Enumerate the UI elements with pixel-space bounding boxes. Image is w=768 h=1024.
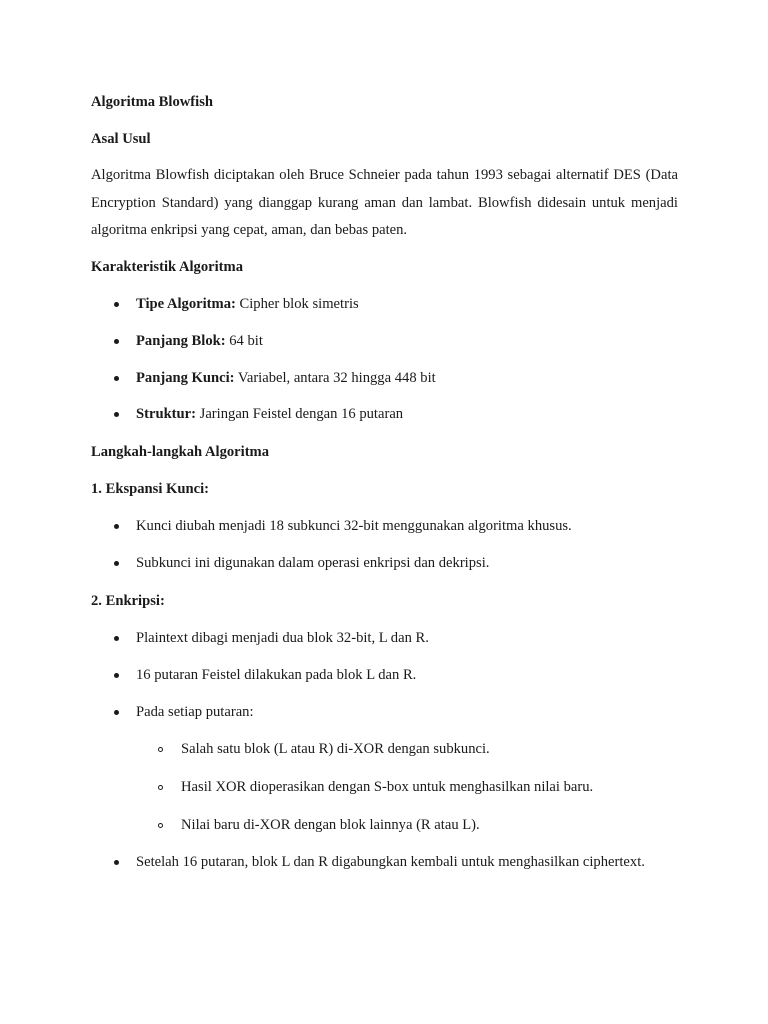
bullet-icon <box>114 636 119 641</box>
bullet-icon <box>114 376 119 381</box>
sub-list-item: Nilai baru di-XOR dengan blok lainnya (R atau L). <box>181 817 480 833</box>
list-item: Setelah 16 putaran, blok L dan R digabungkan kembali untuk menghasilkan ciphertext. <box>136 854 645 870</box>
bullet-icon <box>114 860 119 865</box>
sub-list-item: Hasil XOR dioperasikan dengan S-box untuk menghasilkan nilai baru. <box>181 779 594 795</box>
characteristic-label: Panjang Kunci: <box>136 370 235 386</box>
bullet-icon <box>114 561 119 566</box>
document-title: Algoritma Blowfish <box>91 94 214 110</box>
section-heading-characteristics: Karakteristik Algoritma <box>91 259 243 275</box>
bullet-icon <box>114 710 119 715</box>
characteristic-item <box>136 368 436 388</box>
characteristic-value: Variabel, antara 32 hingga 448 bit <box>234 370 436 386</box>
bullet-icon <box>114 412 119 417</box>
characteristic-label: Struktur: <box>136 406 196 422</box>
list-item: Subkunci ini digunakan dalam operasi enkripsi dan dekripsi. <box>136 555 490 571</box>
list-item: Kunci diubah menjadi 18 subkunci 32-bit menggunakan algoritma khusus. <box>136 518 572 534</box>
sub-list-item: Salah satu blok (L atau R) di-XOR dengan subkunci. <box>181 741 490 757</box>
origin-paragraph: Algoritma Blowfish diciptakan oleh Bruce Schneier pada tahun 1993 sebagai alternatif DES (Data Encryption Standard) yang dianggap kurang aman dan lambat. Blowfish didesain untuk menjadi algoritma enkripsi yang cepat, aman, dan bebas paten. <box>91 167 678 238</box>
list-item: Plaintext dibagi menjadi dua blok 32-bit, L dan R. <box>136 630 429 646</box>
bullet-icon <box>114 673 119 678</box>
characteristic-value: 64 bit <box>225 333 263 349</box>
section-heading-origin: Asal Usul <box>91 131 151 147</box>
bullet-icon <box>114 339 119 344</box>
subsection-heading-encryption: 2. Enkripsi: <box>91 593 165 609</box>
section-heading-steps: Langkah-langkah Algoritma <box>91 444 270 460</box>
subsection-heading-key-expansion: 1. Ekspansi Kunci: <box>91 481 210 497</box>
bullet-icon <box>114 302 119 307</box>
sub-bullet-icon <box>158 785 163 790</box>
sub-bullet-icon <box>158 747 163 752</box>
characteristic-item <box>136 404 403 424</box>
characteristic-item <box>136 331 263 351</box>
characteristic-value: Cipher blok simetris <box>235 296 359 312</box>
list-item: Pada setiap putaran: <box>136 704 254 720</box>
characteristic-label: Panjang Blok: <box>136 333 226 349</box>
bullet-icon <box>114 524 119 529</box>
sub-bullet-icon <box>158 823 163 828</box>
characteristic-item <box>136 294 359 314</box>
characteristic-value: Jaringan Feistel dengan 16 putaran <box>196 406 404 422</box>
list-item: 16 putaran Feistel dilakukan pada blok L dan R. <box>136 667 417 683</box>
characteristic-label: Tipe Algoritma: <box>136 296 236 312</box>
